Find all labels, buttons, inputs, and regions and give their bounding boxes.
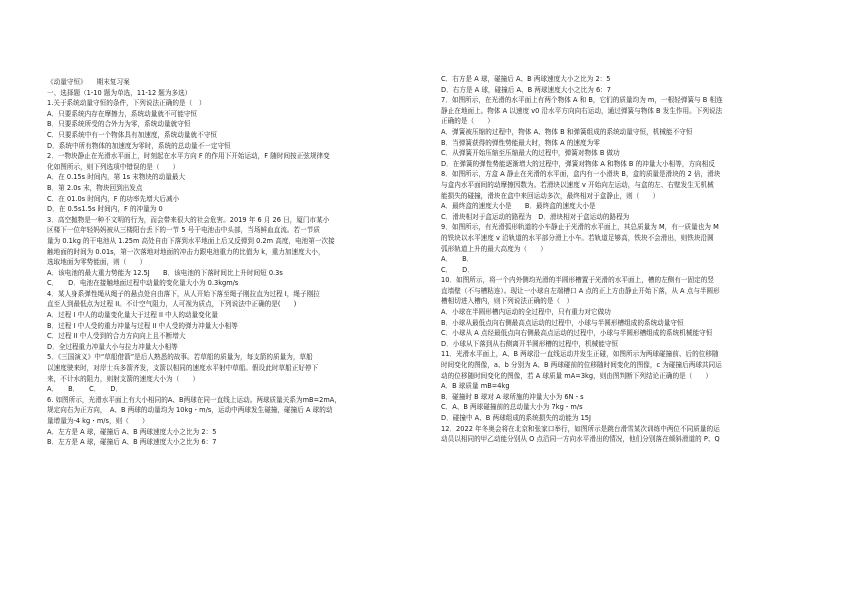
text-line: 8．如图所示，方盒 A 静止在光滑的水平面，盒内有一小滑块 B，盒的质量是滑块的 2 倍，滑块 xyxy=(441,170,721,179)
text-line: 选取地面为零势能面，则（ ） xyxy=(47,258,147,267)
text-line: 触地面的时间为 0.01s，第一次落地对地面的冲击力跟电池重力的比值为 k，重力加速度大小， xyxy=(47,247,325,256)
text-line: C．右方是 A 球，碰撞后 A、B 两球速度大小之比为 2：5 xyxy=(441,75,611,83)
text-line: 正确的是（ ） xyxy=(441,117,494,126)
text-line: A．小球在半圆形槽内运动的全过程中，只有重力对它做功 xyxy=(441,308,611,317)
text-line: 时间变化的图像，a、b 分别为 A、B 两球碰前的位移随时间变化的图像，c 为碰撞后两球共同运 xyxy=(441,361,722,370)
text-line: 3．高空抛物是一种不文明的行为，而会带来很大的社会危害。2019 年 6 月 26 日，厦门市某小 xyxy=(47,215,330,224)
text-line: B．碰撞时 B 球对 A 球所施的冲量大小为 6N・s xyxy=(441,392,584,401)
text-line: 量为 0.1kg 的干电池从 1.25m 高处自由下落到水平地面上后又反弹到 0.2m 高度，电池第一次接 xyxy=(47,236,335,245)
text-line: C．小球从 A 点经最低点向右侧最高点运动的过程中，小球与半圆形槽组成的系统机械能守恒 xyxy=(441,329,713,338)
text-line: D．小球从下落到从右侧离开半圆形槽的过程中，机械能守恒 xyxy=(441,339,619,348)
text-line: 弧形轨道上升的最大高度为（ ） xyxy=(441,244,547,253)
text-line: 11．光滑水平面上，A、B 两球沿一直线运动并发生正碰，如图所示为两球碰撞前、后的位移随 xyxy=(441,350,719,359)
text-line: 规定向右为正方向， A、B 两球的动量均为 10kg・m/s，运动中两球发生碰撞，碰撞后 A 球的动 xyxy=(47,406,333,415)
text-line: 以速度驶来时，对岸士兵多箭齐发，支箭以相同的速度水平射中草船。假设此时草船正好停下 xyxy=(47,364,319,373)
text-line: 直至人到最低点为过程 II。不计空气阻力，人可视为质点，下列说法中正确的是( ) xyxy=(47,300,297,309)
text-line: 一、选择题（1-10 题为单选，11-12 题为多选） xyxy=(47,88,192,97)
text-line: D．在弹簧的弹性势能逐渐增大的过程中，弹簧对物体 A 和物体 B 的冲量大小相等，方向相反 xyxy=(441,159,715,168)
text-line: 的铁块以水平速度 v 沿轨道的水平部分滑上小车。若轨道足够高，铁块不会滑出，则铁块沿圆 xyxy=(441,233,714,242)
text-line: B．小球从最低点向右侧最高点运动的过程中，小球与半圆形槽组成的系统动量守恒 xyxy=(441,318,684,327)
text-line: 槽相切进入槽内，则下列说法正确的是（ ） xyxy=(441,297,574,306)
text-line: A． B． xyxy=(441,255,474,264)
text-line: 9．如图所示，有光滑弧形轨道的小车静止于光滑的水平面上，其总质量为 M，有一质量也为 M xyxy=(441,223,719,232)
text-line: D．碰撞中 A、B 两球组成的系统损失的动能为 15J xyxy=(441,414,591,422)
text-line: D．系统中所有物体的加速度为零时，系统的总动量不一定守恒 xyxy=(47,141,231,150)
text-line: C．滑块相对于盒运动的路程为 D．滑块相对于盒运动的路程为 xyxy=(441,212,630,221)
right-column xyxy=(441,74,827,445)
text-line: B．只要系统所受的合外力为零，系统动量就守恒 xyxy=(47,120,191,129)
text-line: 静止在地面上。物体 A 以速度 v0 沿水平方向向右运动，通过弹簧与物体 B 发生作用。下列说法 xyxy=(441,106,723,115)
text-line: 直墙壁（不与槽粘连）。现让一小球自左端槽口 A 点的正上方由静止开始下落，从 A 点与半圆形 xyxy=(441,286,720,295)
text-line: A．该电池的最大重力势能为 12.5J B．该电池的下落时间比上升时间短 0.3s xyxy=(47,268,283,277)
text-line: 化如图所示，则下列选项中错误的是（ ） xyxy=(47,162,180,171)
text-line: A．只要系统内存在摩擦力，系统动量就不可能守恒 xyxy=(47,109,198,118)
text-line: 动的位移随时间变化的图像，若 A 球质量 mA=3kg，则由图判断下列结论正确的是（ ） xyxy=(441,371,713,380)
text-line: C．过程 II 中人受到的合力方向向上且不断增大 xyxy=(47,332,186,341)
text-line: 10．如图所示，将一个内外侧均光滑的半圆形槽置于光滑的水平面上，槽的左侧有一固定的竖 xyxy=(441,276,714,285)
text-line: A． B． C． D． xyxy=(47,385,123,394)
text-line: A．过程 I 中人的动量变化量大于过程 II 中人的动量变化量 xyxy=(47,311,219,320)
text-line: 7．如图所示，在光滑的水平面上有两个物体 A 和 B，它们的质量均为 m，一根轻弹簧与 B 相连 xyxy=(441,96,723,105)
text-line: 1.关于系统动量守恒的条件，下列说法正确的是（ ） xyxy=(47,99,206,108)
text-line: 来，不计水的阻力，则射支箭的速度大小为（ ） xyxy=(47,374,200,383)
text-line: C．只要系统中有一个物体具有加速度，系统动量就不守恒 xyxy=(47,130,217,139)
text-line: 《动量守恒》 期末复习案 xyxy=(47,78,130,86)
text-line: D．在 0.5s1.5s 时间内，F 的冲量为 0 xyxy=(47,205,163,214)
text-line: A．B 球质量 mB=4kg xyxy=(441,382,510,391)
text-line: C．从弹簧开始压缩至压缩最大的过程中，弹簧对物体 B 做功 xyxy=(441,149,620,158)
text-line: A．弹簧被压缩的过程中，物体 A、物体 B 和弹簧组成的系统动量守恒，机械能不守恒 xyxy=(441,127,693,136)
text-line: C．在 01.0s 时间内，F 的功率先增大后减小 xyxy=(47,194,180,203)
text-line: A．在 0.15s 时间内，第 1s 末物块的动量最大 xyxy=(47,173,186,182)
text-line: B．过程 I 中人受的重力冲量与过程 II 中人受的弹力冲量大小相等 xyxy=(47,321,238,330)
text-line: A．左方是 A 球，碰撞后 A、B 两球速度大小之比为 2：5 xyxy=(47,427,217,436)
text-line: 动员以相同的甲乙动能分别从 O 点沿同一方向水平滑出的情况，他们分别落在倾斜滑道的 P、Q xyxy=(441,435,720,444)
text-line: B．左方是 A 球，碰撞后 A、B 两球速度大小之比为 6：7 xyxy=(47,438,217,447)
text-line: B．第 2.0s 末，物块回到出发点 xyxy=(47,183,143,192)
text-line: 5．《三国演义》中“草船借箭”是后人熟悉的故事。若草船的质量为，每支箭的质量为，草船 xyxy=(47,353,313,362)
text-line: C． D． xyxy=(441,265,474,274)
text-line: 6. 如图所示，光滑水平面上有大小相同的A、B两球在同一直线上运动。两球质量关系为mB=2mA， xyxy=(47,395,341,404)
text-line: A．最终盒的速度大小是 B．最终盒的速度大小是 xyxy=(441,202,596,211)
text-line: 量增量为-4 kg・m/s，则（ ） xyxy=(47,417,149,425)
text-line: B．当弹簧获得的弹性势能最大时，物体 A 的速度为零 xyxy=(441,138,600,147)
text-line: 与盒内水平面间的动摩擦因数为。若滑块以速度 v 开始向左运动，与盒的左、右壁发生无机械 xyxy=(441,180,714,189)
text-line: 2．一物块静止在光滑水平面上，时刻起在水平方向 F 的作用下开始运动，F 随时间按正弦规律变 xyxy=(47,152,330,161)
text-line: D．全过程重力冲量大小与拉力冲量大小相等 xyxy=(47,342,178,351)
text-line: 区楼下一位年轻妈妈被从三楼阳台丢下的一节 5 号干电池击中头部，当场鲜血直流。若一节质 xyxy=(47,226,320,235)
text-line: C． D．电池在接触地面过程中动量的变化量大小为 0.3kgm/s xyxy=(47,279,239,288)
text-line: 12．2022 年冬奥会将在北京和张家口举行，如图所示是跳台滑雪某次训练中两位不同质量的运 xyxy=(441,424,720,433)
text-line: 能损失的碰撞，滑块在盒中来回运动多次，最终相对于盒静止，则（ ） xyxy=(441,191,660,200)
left-column xyxy=(47,77,432,448)
text-line: 4．某人身系弹性绳从绳子的悬点处自由落下，从人开始下落至绳子刚拉直为过程 I，绳子刚拉 xyxy=(47,289,320,298)
text-line: D．右方是 A 球，碰撞后 A、B 两球速度大小之比为 6：7 xyxy=(441,85,611,94)
text-line: C．A、B 两球碰撞前的总动量大小为 7kg・m/s xyxy=(441,403,583,412)
